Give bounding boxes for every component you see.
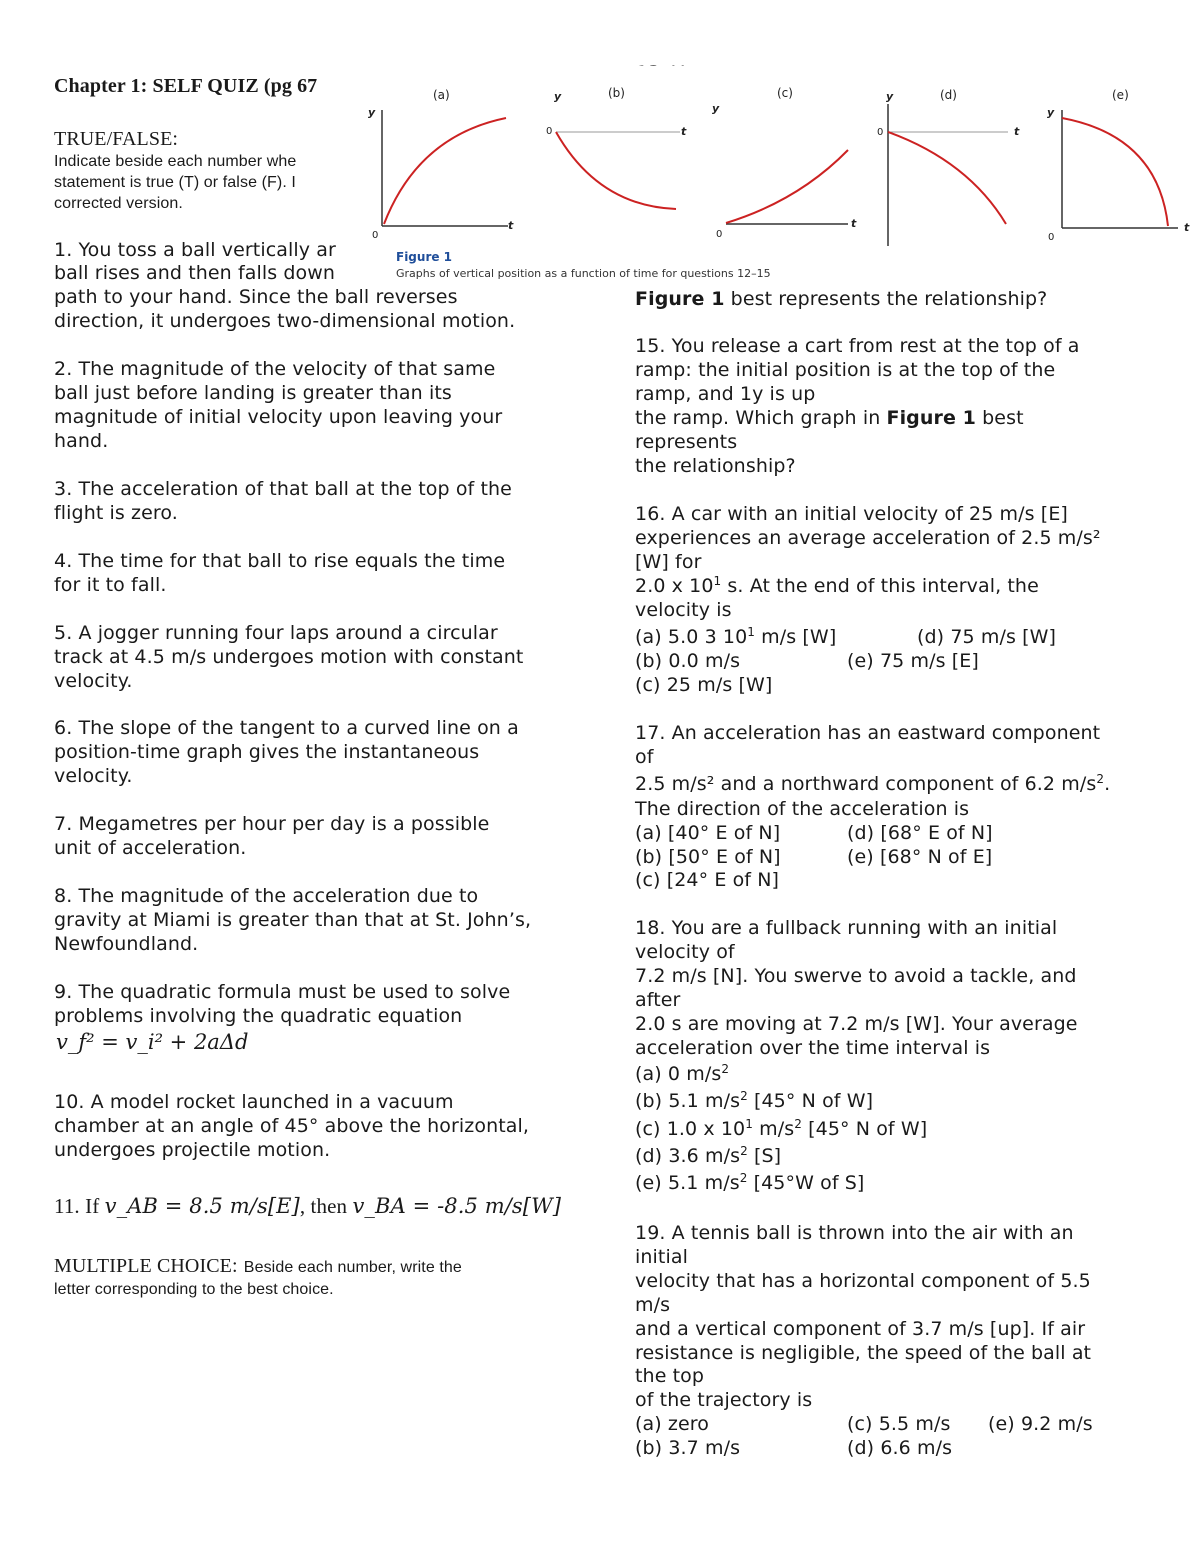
question-1-line-3: path to your hand. Since the ball reverses — [54, 286, 458, 308]
exponent: 2 — [740, 1144, 748, 1158]
question-19-option-a: (a) zero — [635, 1413, 709, 1435]
question-19-line-8: of the trajectory is — [635, 1389, 813, 1411]
question-17-line-4: The direction of the acceleration is — [635, 798, 970, 820]
graph-c-y-axis-label: y — [712, 102, 720, 115]
question-17-line-1: 17. An acceleration has an eastward component — [635, 722, 1101, 744]
question-17-line-2: of — [635, 746, 654, 768]
question-11-prefix: 11. If — [54, 1194, 100, 1218]
question-16-line-4-end: s. At the end of this interval, the — [721, 575, 1039, 597]
question-17-line-3 — [635, 772, 1110, 796]
tf-instructions-line-1: Indicate beside each number whe — [54, 153, 297, 170]
question-17-option-c: (c) [24° E of N] — [635, 869, 780, 891]
graph-label-e: (e) — [1112, 88, 1129, 102]
question-18-line-5: 2.0 s are moving at 7.2 m/s [W]. Your average — [635, 1013, 1078, 1035]
question-19-option-e: (e) 9.2 m/s — [988, 1413, 1093, 1435]
question-18-option-e — [635, 1171, 864, 1195]
graph-c — [726, 150, 848, 224]
question-8-line-1: 8. The magnitude of the acceleration due to — [54, 885, 479, 907]
graph-b-origin: 0 — [546, 126, 553, 137]
question-17-option-b: (b) [50° E of N] — [635, 846, 781, 868]
question-2-line-3: magnitude of initial velocity upon leaving your — [54, 406, 503, 428]
velocity-ab-equation: v_AB = 8.5 m/s[E] — [104, 1194, 300, 1218]
question-16-line-1: 16. A car with an initial velocity of 25 m/s [E] — [635, 503, 1068, 525]
option-c-direction: [45° N of W] — [801, 1118, 928, 1140]
question-16-line-4 — [635, 574, 1039, 598]
question-19-line-1: 19. A tennis ball is thrown into the air with an — [635, 1222, 1074, 1244]
graph-label-d: (d) — [940, 88, 957, 102]
question-14-end-text: best represents the relationship? — [724, 288, 1048, 310]
tf-instructions-line-3: corrected version. — [54, 195, 183, 212]
question-14-end — [635, 287, 1047, 311]
option-a-unit: m/s [W] — [755, 626, 837, 648]
graph-label-c: (c) — [777, 86, 793, 100]
question-15-line-4-end: best — [976, 407, 1024, 429]
question-10-line-2: chamber at an angle of 45° above the horizontal, — [54, 1115, 530, 1137]
exponent: 1 — [713, 574, 722, 588]
question-7-line-2: unit of acceleration. — [54, 837, 247, 859]
option-a-text: (a) 5.0 3 10 — [635, 626, 748, 648]
question-1-line-2: ball rises and then falls down — [54, 262, 336, 284]
question-15-line-4 — [635, 406, 1024, 430]
question-15-line-1: 15. You release a cart from rest at the top of a — [635, 335, 1080, 357]
question-6-line-1: 6. The slope of the tangent to a curved line on a — [54, 717, 519, 739]
question-4-line-1: 4. The time for that ball to rise equals the time — [54, 550, 506, 572]
figure-caption-text: Graphs of vertical position as a function of time for questions 12–15 — [396, 267, 771, 280]
question-11-mid: , then — [299, 1194, 348, 1218]
question-18-line-3: 7.2 m/s [N]. You swerve to avoid a tackle, and — [635, 965, 1077, 987]
option-e-direction: [45°W of S] — [747, 1172, 865, 1194]
question-18-line-2: velocity of — [635, 941, 735, 963]
question-16-option-d: (d) 75 m/s [W] — [917, 626, 1057, 648]
question-10-line-1: 10. A model rocket launched in a vacuum — [54, 1091, 454, 1113]
graph-a — [382, 110, 508, 226]
figure-1 — [358, 66, 1200, 284]
exponent: 2 — [739, 1171, 748, 1185]
question-18-option-d — [635, 1144, 781, 1168]
question-19-line-4: m/s — [635, 1294, 671, 1316]
exponent: 1 — [745, 1117, 753, 1131]
question-1-line-4: direction, it undergoes two-dimensional motion. — [54, 310, 516, 332]
exponent: 1 — [747, 625, 756, 639]
question-6-line-3: velocity. — [54, 765, 133, 787]
question-2-line-1: 2. The magnitude of the velocity of that same — [54, 358, 496, 380]
question-4-line-2: for it to fall. — [54, 574, 167, 596]
question-10-line-3: undergoes projectile motion. — [54, 1139, 331, 1161]
question-9-line-1: 9. The quadratic formula must be used to solve — [54, 981, 511, 1003]
graph-label-b: (b) — [608, 86, 625, 100]
question-19-line-3: velocity that has a horizontal component of 5.5 — [635, 1270, 1091, 1292]
graph-a-t-axis-label: t — [508, 219, 514, 232]
page-title: Chapter 1: SELF QUIZ (pg 67 — [54, 75, 318, 97]
graph-e-t-axis-label: t — [1184, 221, 1190, 234]
graph-e-y-axis-label: y — [1047, 106, 1055, 119]
mc-instructions-line-1: Beside each number, write the — [243, 1259, 462, 1276]
graph-d-t-axis-label: t — [1014, 125, 1020, 138]
question-17-option-e: (e) [68° N of E] — [847, 846, 993, 868]
question-1-line-1: 1. You toss a ball vertically ar — [54, 239, 336, 261]
multiple-choice-block — [54, 1254, 462, 1278]
exponent: 2 — [740, 1089, 748, 1103]
graph-d — [888, 104, 1008, 246]
question-9-line-2: problems involving the quadratic equation — [54, 1005, 463, 1027]
question-5-line-1: 5. A jogger running four laps around a circular — [54, 622, 498, 644]
question-16-option-e: (e) 75 m/s [E] — [847, 650, 979, 672]
tf-instructions-line-2: statement is true (T) or false (F). I — [54, 174, 296, 191]
question-17-option-a: (a) [40° E of N] — [635, 822, 781, 844]
question-16-line-5: velocity is — [635, 599, 732, 621]
question-15-line-6: the relationship? — [635, 455, 796, 477]
question-5-line-3: velocity. — [54, 670, 133, 692]
question-8-line-3: Newfoundland. — [54, 933, 199, 955]
question-19-line-7: the top — [635, 1365, 705, 1387]
question-3-line-1: 3. The acceleration of that ball at the top of the — [54, 478, 512, 500]
graph-b-t-axis-label: t — [681, 125, 687, 138]
question-2-line-4: hand. — [54, 430, 109, 452]
question-6-line-2: position-time graph gives the instantaneous — [54, 741, 480, 763]
figure-caption-title: Figure 1 — [396, 250, 453, 264]
true-false-heading: TRUE/FALSE: — [54, 128, 179, 150]
question-17-line-3-end: . — [1104, 773, 1111, 795]
question-18-option-c — [635, 1117, 927, 1141]
option-a-text: (a) 0 m/s — [635, 1063, 722, 1085]
question-19-option-c: (c) 5.5 m/s — [847, 1413, 951, 1435]
option-d-direction: [S] — [747, 1145, 782, 1167]
question-17-line-3-text: 2.5 m/s² and a northward component of 6.2 m/s — [635, 773, 1097, 795]
question-15-line-4-text: the ramp. Which graph in — [635, 407, 887, 429]
exponent: 2 — [1096, 772, 1105, 786]
question-11 — [54, 1194, 561, 1218]
graph-label-a: (a) — [433, 88, 450, 102]
question-16-option-b: (b) 0.0 m/s — [635, 650, 741, 672]
question-5-line-2: track at 4.5 m/s undergoes motion with constant — [54, 646, 524, 668]
question-18-line-1: 18. You are a fullback running with an initial — [635, 917, 1058, 939]
option-c-unit: m/s — [752, 1118, 795, 1140]
graph-a-origin: 0 — [372, 230, 379, 241]
mc-instructions-line-2: letter corresponding to the best choice. — [54, 1281, 334, 1298]
question-16-option-c: (c) 25 m/s [W] — [635, 674, 773, 696]
question-15-line-5: represents — [635, 431, 738, 453]
graph-d-origin: 0 — [877, 127, 884, 138]
question-17-option-d: (d) [68° E of N] — [847, 822, 993, 844]
graph-c-origin: 0 — [716, 229, 723, 240]
graph-a-y-axis-label: y — [368, 106, 376, 119]
question-18-option-b — [635, 1089, 873, 1113]
option-b-text: (b) 5.1 m/s — [635, 1090, 741, 1112]
question-19-option-d: (d) 6.6 m/s — [847, 1437, 953, 1459]
question-16-option-a — [635, 625, 836, 649]
question-19-option-b: (b) 3.7 m/s — [635, 1437, 741, 1459]
question-16-line-2: experiences an average acceleration of 2.5 m/s² — [635, 527, 1101, 549]
option-e-text: (e) 5.1 m/s — [635, 1172, 740, 1194]
exponent: 2 — [794, 1117, 802, 1131]
question-19-line-2: initial — [635, 1246, 688, 1268]
graph-c-t-axis-label: t — [851, 217, 857, 230]
question-15-line-3: ramp, and 1y is up — [635, 383, 816, 405]
question-18-line-4: after — [635, 989, 681, 1011]
option-d-text: (d) 3.6 m/s — [635, 1145, 741, 1167]
kinematics-equation: v_f² = v_i² + 2aΔd — [56, 1030, 249, 1054]
graph-e-origin: 0 — [1048, 232, 1055, 243]
graph-b-y-axis-label: y — [554, 90, 562, 103]
question-3-line-2: flight is zero. — [54, 502, 178, 524]
question-19-line-5: and a vertical component of 3.7 m/s [up]. If air — [635, 1318, 1086, 1340]
question-7-line-1: 7. Megametres per hour per day is a possible — [54, 813, 490, 835]
velocity-ba-equation: v_BA = -8.5 m/s[W] — [352, 1194, 562, 1218]
question-19-line-6: resistance is negligible, the speed of the ball at — [635, 1342, 1092, 1364]
graph-b — [556, 132, 680, 209]
figure-ref: Figure 1 — [635, 288, 725, 310]
multiple-choice-heading: MULTIPLE CHOICE: — [54, 1255, 238, 1277]
exponent: 2 — [721, 1062, 730, 1076]
graph-e — [1062, 110, 1178, 228]
question-18-option-a — [635, 1062, 729, 1086]
option-b-direction: [45° N of W] — [747, 1090, 874, 1112]
figure-ref: Figure 1 — [886, 407, 976, 429]
question-8-line-2: gravity at Miami is greater than that at St. John’s, — [54, 909, 532, 931]
question-18-line-6: acceleration over the time interval is — [635, 1037, 991, 1059]
question-16-line-4-text: 2.0 x 10 — [635, 575, 714, 597]
question-2-line-2: ball just before landing is greater than its — [54, 382, 452, 404]
question-15-line-2: ramp: the initial position is at the top of the — [635, 359, 1056, 381]
question-16-line-3: [W] for — [635, 551, 702, 573]
graph-d-y-axis-label: y — [886, 90, 894, 103]
option-c-text: (c) 1.0 x 10 — [635, 1118, 746, 1140]
